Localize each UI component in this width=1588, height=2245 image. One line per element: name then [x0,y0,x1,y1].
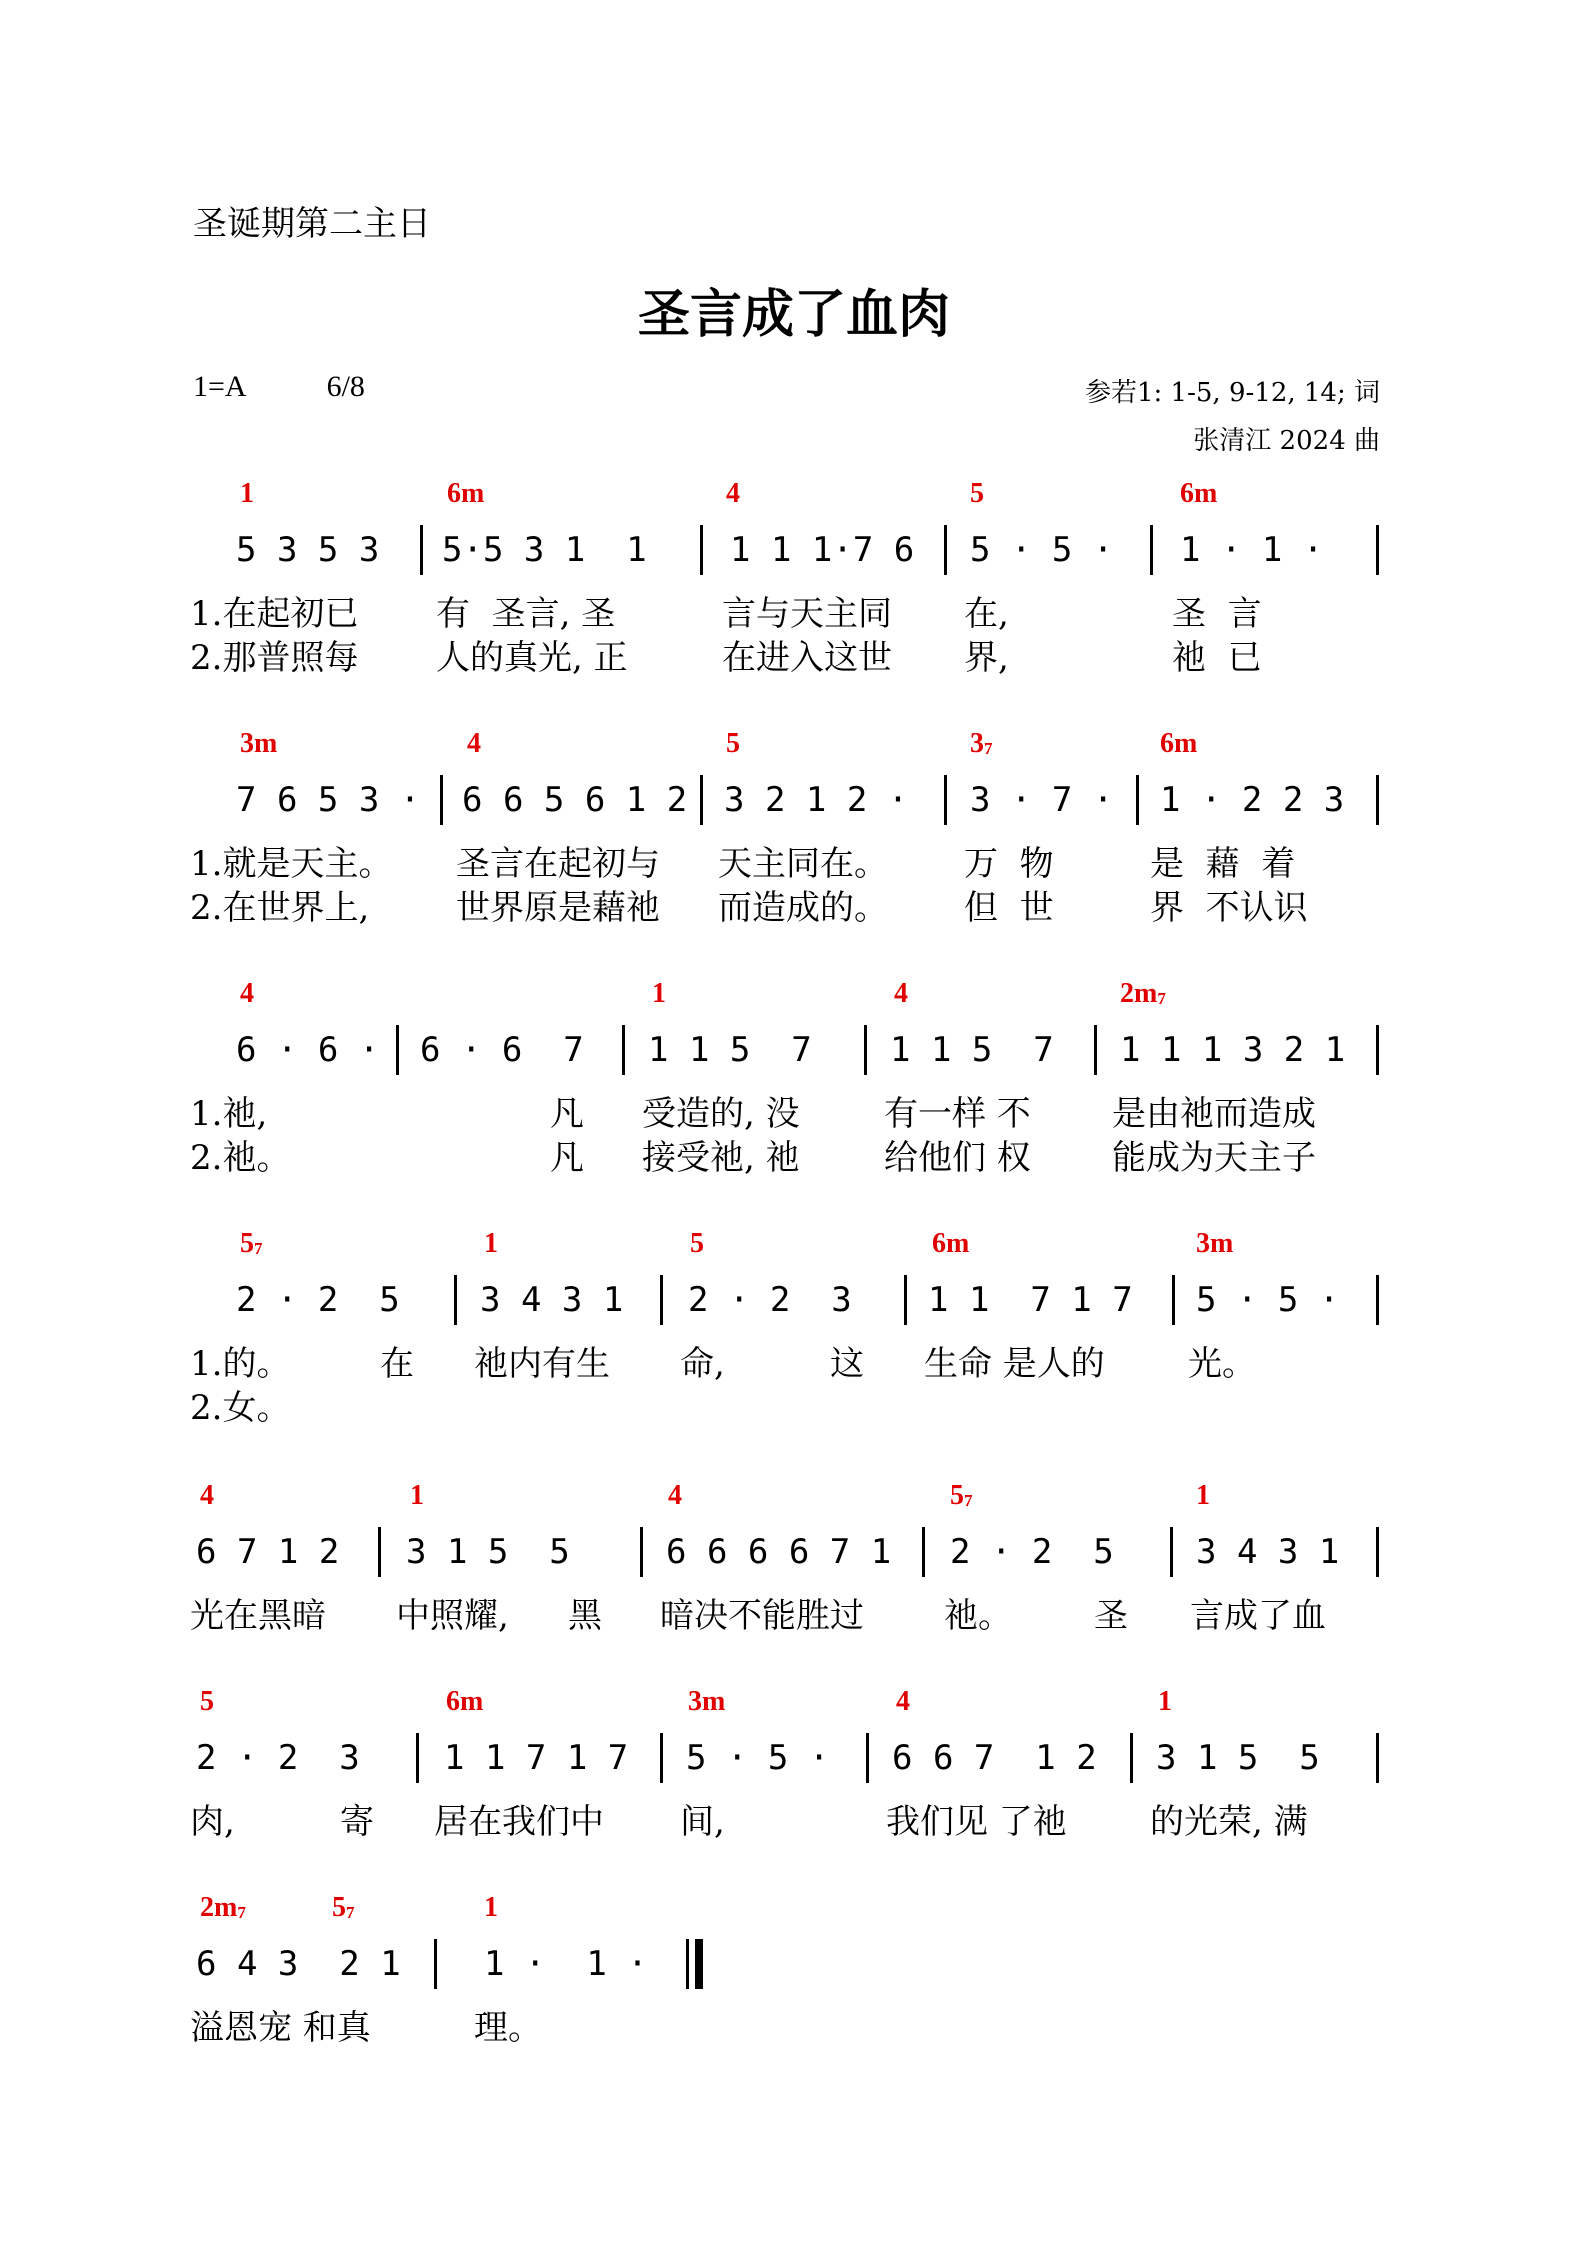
key-signature [193,370,365,404]
final-barline [686,1939,703,1989]
chord: 3m [1196,1228,1234,1259]
measure-notes: 1 1 5 7 [648,1030,812,1070]
lyric-line: 光在黑暗 [190,1596,326,1636]
lyric-verse-1: 言与天主同 [722,594,892,634]
lyric-verse-1: 这 [830,1344,864,1384]
bar-line [922,1527,925,1577]
lyric-line: 肉, [190,1802,235,1842]
lyric-line: 祂。 [944,1596,1012,1636]
bar-line [416,1733,419,1783]
bar-line [700,775,703,825]
lyric-line: 的光荣, 满 [1150,1802,1308,1842]
lyric-line: 居在我们中 [434,1802,604,1842]
measure-notes: 3 4 3 1 [1196,1532,1340,1572]
lyric-verse-2: 接受祂, 祂 [642,1138,800,1178]
chord: 5 [200,1686,214,1717]
lyric-verse-1: 在 [380,1344,414,1384]
lyric-verse-1: 圣言在起初与 [456,844,660,884]
measure-notes: 1 1 7 1 7 [444,1738,629,1778]
measure-notes: 6 6 6 6 7 1 [666,1532,892,1572]
lyric-verse-2: 凡 [550,1138,584,1178]
chord: 4 [894,978,908,1009]
chord: 6m [1180,478,1218,509]
bar-line [1376,775,1379,825]
bar-line [1170,1527,1173,1577]
lyric-verse-1: 1.祂, [190,1094,268,1134]
measure-notes: 5 · 5 · [1196,1280,1340,1320]
lyric-verse-1: 1.就是天主。 [190,844,393,884]
lyric-line: 暗决不能胜过 [660,1596,864,1636]
lyric-verse-2: 在进入这世 [722,638,892,678]
liturgical-day: 圣诞期第二主日 [193,204,431,244]
bar-line [1376,525,1379,575]
lyric-verse-2: 世界原是藉祂 [456,888,660,928]
lyric-line: 言成了血 [1190,1596,1326,1636]
measure-notes: 6 6 7 1 2 [892,1738,1097,1778]
bar-line [660,1275,663,1325]
bar-line [1136,775,1139,825]
chord: 1 [1196,1480,1210,1511]
chord: 1 [652,978,666,1009]
measure-notes: 5 · 5 · [686,1738,830,1778]
measure-notes: 7 6 5 3 · [236,780,421,820]
measure-notes: 6 4 3 2 1 [196,1944,401,1984]
bar-line [864,1025,867,1075]
chord: 6m [447,478,485,509]
lyric-verse-1: 受造的, 没 [642,1094,800,1134]
lyric-verse-2: 界, [964,638,1009,678]
chord: 5 [690,1228,704,1259]
lyric-verse-2: 能成为天主子 [1112,1138,1316,1178]
bar-line [420,525,423,575]
lyric-verse-1: 命, [680,1344,725,1384]
bar-line [378,1527,381,1577]
bar-line [1094,1025,1097,1075]
chord: 1 [410,1480,424,1511]
measure-notes: 6 7 1 2 [196,1532,340,1572]
lyric-verse-2: 祂 已 [1172,638,1262,678]
bar-line [944,525,947,575]
bar-line [640,1527,643,1577]
lyric-verse-2: 界 不认识 [1150,888,1308,928]
bar-line [700,525,703,575]
lyric-verse-1: 1.的。 [190,1344,291,1384]
bar-line [622,1025,625,1075]
chord: 1 [240,478,254,509]
chord: $2m_7$ [1120,978,1166,1009]
chord: $3_7$ [970,728,993,759]
lyric-verse-2: 而造成的。 [718,888,888,928]
lyric-verse-1: 在, [964,594,1009,634]
lyric-verse-2: 给他们 权 [884,1138,1031,1178]
bar-line [1172,1275,1175,1325]
chord: $5_7$ [332,1892,355,1923]
chord: 3m [240,728,278,759]
lyric-verse-2: 但 世 [964,888,1054,928]
bar-line [1376,1025,1379,1075]
bar-line [396,1025,399,1075]
bar-line [1130,1733,1133,1783]
measure-notes: 3 · 7 · [970,780,1114,820]
lyric-line: 圣 [1094,1596,1128,1636]
lyric-line: 我们见 了祂 [886,1802,1067,1842]
bar-line [1150,525,1153,575]
time-signature: 6/8 [326,370,365,403]
lyric-verse-2: 2.祂。 [190,1138,291,1178]
chord: $2m_7$ [200,1892,246,1923]
chord: 5 [726,728,740,759]
music-credit: 张清江 2024 曲 [1193,426,1380,456]
chord: 1 [484,1892,498,1923]
chord: 4 [200,1480,214,1511]
bar-line [944,775,947,825]
measure-notes: 2 · 2 3 [196,1738,360,1778]
measure-notes: 3 4 3 1 [480,1280,624,1320]
measure-notes: 2 · 2 5 [236,1280,400,1320]
lyric-verse-1: 祂内有生 [474,1344,610,1384]
measure-notes: 1 · 1 · [1180,530,1324,570]
lyric-verse-1: 万 物 [964,844,1054,884]
measure-notes: 6 · 6 7 [420,1030,584,1070]
chord: $5_7$ [950,1480,973,1511]
chord: 4 [726,478,740,509]
chord: 4 [896,1686,910,1717]
measure-notes: 2 · 2 5 [950,1532,1114,1572]
song-title: 圣言成了血肉 [637,285,950,345]
bar-line [1376,1527,1379,1577]
lyric-verse-2: 2.在世界上, [190,888,370,928]
lyric-verse-2: 2.女。 [190,1388,291,1428]
measure-notes: 1 1 1·7 6 [730,530,915,570]
chord: 3m [688,1686,726,1717]
bar-line [1376,1733,1379,1783]
measure-notes: 1 1 7 1 7 [928,1280,1133,1320]
lyric-verse-1: 圣 言 [1172,594,1262,634]
measure-notes: 5 · 5 · [970,530,1114,570]
measure-notes: 1 1 1 3 2 1 [1120,1030,1346,1070]
lyric-verse-2: 人的真光, 正 [436,638,628,678]
lyric-verse-1: 1.在起初已 [190,594,359,634]
lyric-verse-1: 凡 [550,1094,584,1134]
chord: 5 [970,478,984,509]
chord: 4 [668,1480,682,1511]
measure-notes: 2 · 2 3 [688,1280,852,1320]
lyric-verse-1: 有一样 不 [884,1094,1031,1134]
measure-notes: 1 · 2 2 3 [1160,780,1345,820]
lyric-verse-1: 光。 [1188,1344,1256,1384]
measure-notes: 3 1 5 5 [1156,1738,1320,1778]
measure-notes: 6 6 5 6 1 2 [462,780,688,820]
chord: 6m [446,1686,484,1717]
measure-notes: 3 1 5 5 [406,1532,570,1572]
bar-line [1376,1275,1379,1325]
chord: 4 [240,978,254,1009]
lyric-credit: 参若1: 1-5, 9-12, 14; 词 [1084,378,1380,408]
chord: 1 [484,1228,498,1259]
measure-notes: 6 · 6 · [236,1030,380,1070]
lyric-verse-1: 天主同在。 [718,844,888,884]
bar-line [434,1939,437,1989]
lyric-verse-1: 有 圣言, 圣 [436,594,616,634]
lyric-line: 黑 [568,1596,602,1636]
measure-notes: 1 · 1 · [484,1944,648,1984]
chord: $5_7$ [240,1228,263,1259]
key: 1=A [193,370,247,403]
bar-line [866,1733,869,1783]
lyric-line: 寄 [340,1802,374,1842]
measure-notes: 1 1 5 7 [890,1030,1054,1070]
chord: 6m [932,1228,970,1259]
lyric-line: 中照耀, [396,1596,509,1636]
lyric-verse-1: 是由祂而造成 [1112,1094,1316,1134]
lyric-verse-1: 是 藉 着 [1150,844,1296,884]
measure-notes: 5·5 3 1 1 [442,530,647,570]
bar-line [454,1275,457,1325]
lyric-line: 间, [680,1802,725,1842]
bar-line [660,1733,663,1783]
bar-line [904,1275,907,1325]
chord: 6m [1160,728,1198,759]
lyric-line: 溢恩宠 和真 [190,2008,371,2048]
lyric-verse-1: 生命 是人的 [924,1344,1105,1384]
measure-notes: 3 2 1 2 · [724,780,909,820]
lyric-line: 理。 [474,2008,542,2048]
chord: 1 [1158,1686,1172,1717]
measure-notes: 5 3 5 3 [236,530,380,570]
chord: 4 [467,728,481,759]
bar-line [440,775,443,825]
lyric-verse-2: 2.那普照每 [190,638,359,678]
